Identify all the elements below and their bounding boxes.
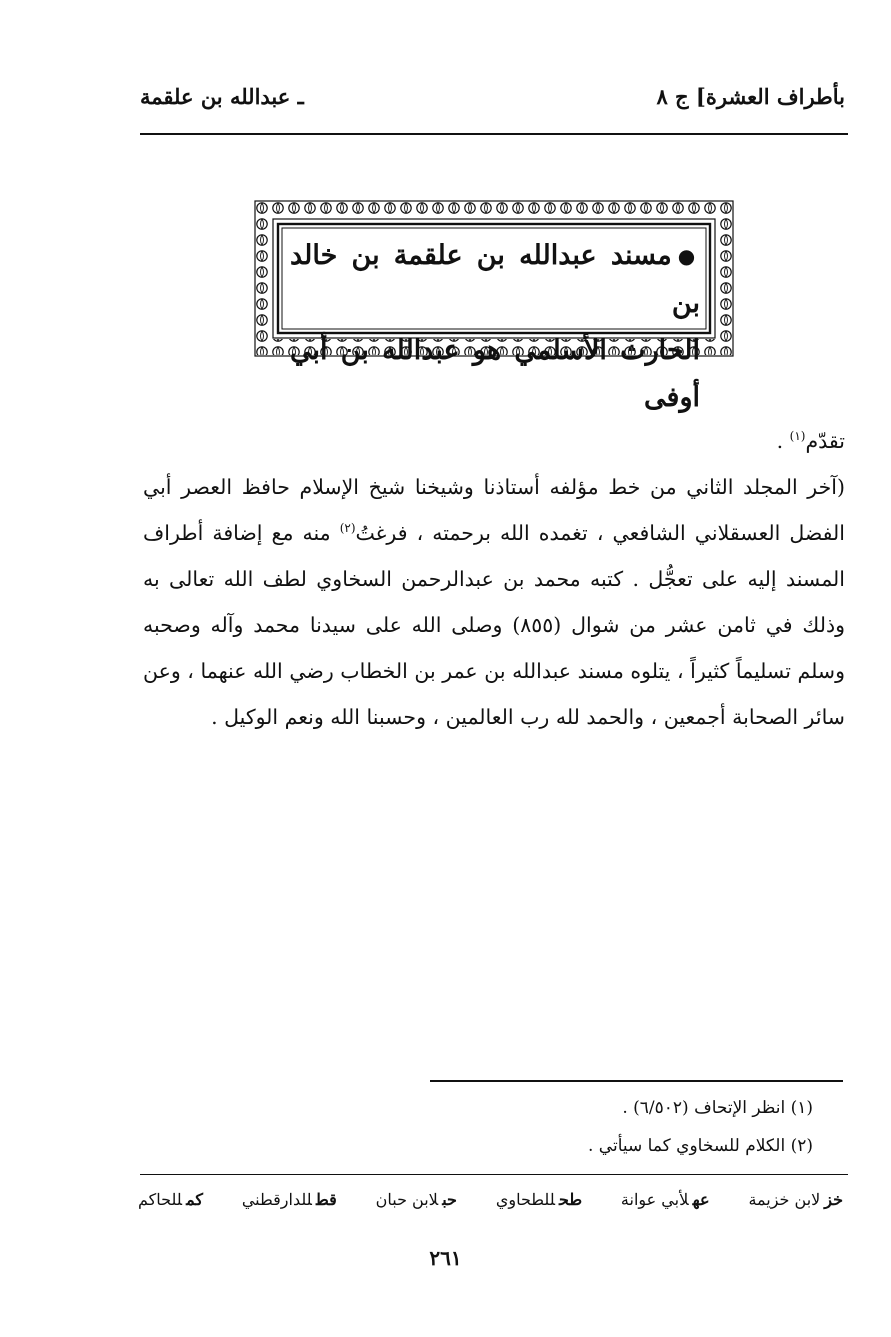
legend-abbr: قط: [315, 1190, 337, 1209]
legend-rule: [140, 1174, 848, 1175]
header-rule: [140, 133, 848, 135]
legend-abbr: طح: [558, 1190, 583, 1209]
abbreviation-legend: [138, 1190, 843, 1220]
colophon-text-part-2: منه مع إضافة أطراف المسند إليه على تعجُّل . كتبه محمد بن عبدالرحمن السخاوي لطف الله تعالى به وذلك في ثامن عشر من شوال (٨٥٥) وصلى الله على سيدنا محمد وآله وصحبه وسلم تسليماً كثيراً ، يتلوه مسند عبدالله بن عمر بن الخطاب رضي الله عنهما ، وعن سائر الصحابة أجمعين ، والحمد لله رب العالمين ، وحسبنا الله ونعم الوكيل .: [143, 521, 845, 729]
legend-item: [621, 1190, 710, 1220]
legend-item: [376, 1190, 457, 1220]
legend-item: [748, 1190, 843, 1220]
musnad-title: [290, 232, 700, 413]
title-line-1-text: مسند عبدالله بن علقمة بن خالد بن: [290, 240, 700, 319]
legend-text: للدارقطني: [241, 1190, 312, 1209]
musnad-title-line-2: الحارث الأسلمي هو عبدالله بن أبي أوفى: [290, 335, 700, 413]
legend-text: للطحاوي: [495, 1190, 555, 1209]
body-text: [143, 418, 845, 740]
footnote-ref-2[interactable]: (٢): [339, 521, 356, 536]
legend-text: لأبي عوانة: [620, 1190, 689, 1209]
legend-text: للحاكم: [138, 1190, 183, 1209]
legend-abbr: خز: [824, 1190, 843, 1209]
running-header-book-title: بأطراف العشرة] ج ٨: [656, 84, 845, 109]
page-number: ٢٦١: [429, 1246, 462, 1270]
footnote-rule: [430, 1080, 843, 1082]
legend-text: لابن حبان: [375, 1190, 439, 1209]
cross-reference-line: [143, 418, 845, 464]
legend-item: [496, 1190, 582, 1220]
legend-item: [242, 1190, 337, 1220]
bullet-icon: ●: [677, 244, 700, 268]
footnote-1: (١) انظر الإتحاف (٦/٥٠٢) .: [622, 1098, 813, 1118]
legend-text: لابن خزيمة: [748, 1190, 821, 1209]
running-header-section-title: ـ عبدالله بن علقمة: [140, 84, 304, 109]
cross-reference-text: تقدّم: [805, 429, 845, 453]
legend-abbr: عه: [692, 1190, 710, 1209]
ornamental-title-frame: [254, 200, 734, 413]
colophon-text-part-1: (آخر المجلد الثاني من خط مؤلفه أستاذنا وشيخنا شيخ الإسلام حافظ العصر أبي الفضل العسقلاني الشافعي ، تغمده الله برحمته ، فرغتُ: [143, 475, 845, 545]
legend-abbr: حب: [442, 1190, 457, 1209]
legend-item: [138, 1190, 203, 1220]
legend-abbr: كم: [186, 1190, 203, 1209]
footnote-ref-1[interactable]: (١): [789, 429, 806, 444]
colophon-paragraph: [143, 464, 845, 740]
cross-reference-end: .: [776, 429, 790, 453]
footnote-2: (٢) الكلام للسخاوي كما سيأتي .: [588, 1136, 813, 1156]
musnad-title-line-1: [290, 232, 700, 327]
